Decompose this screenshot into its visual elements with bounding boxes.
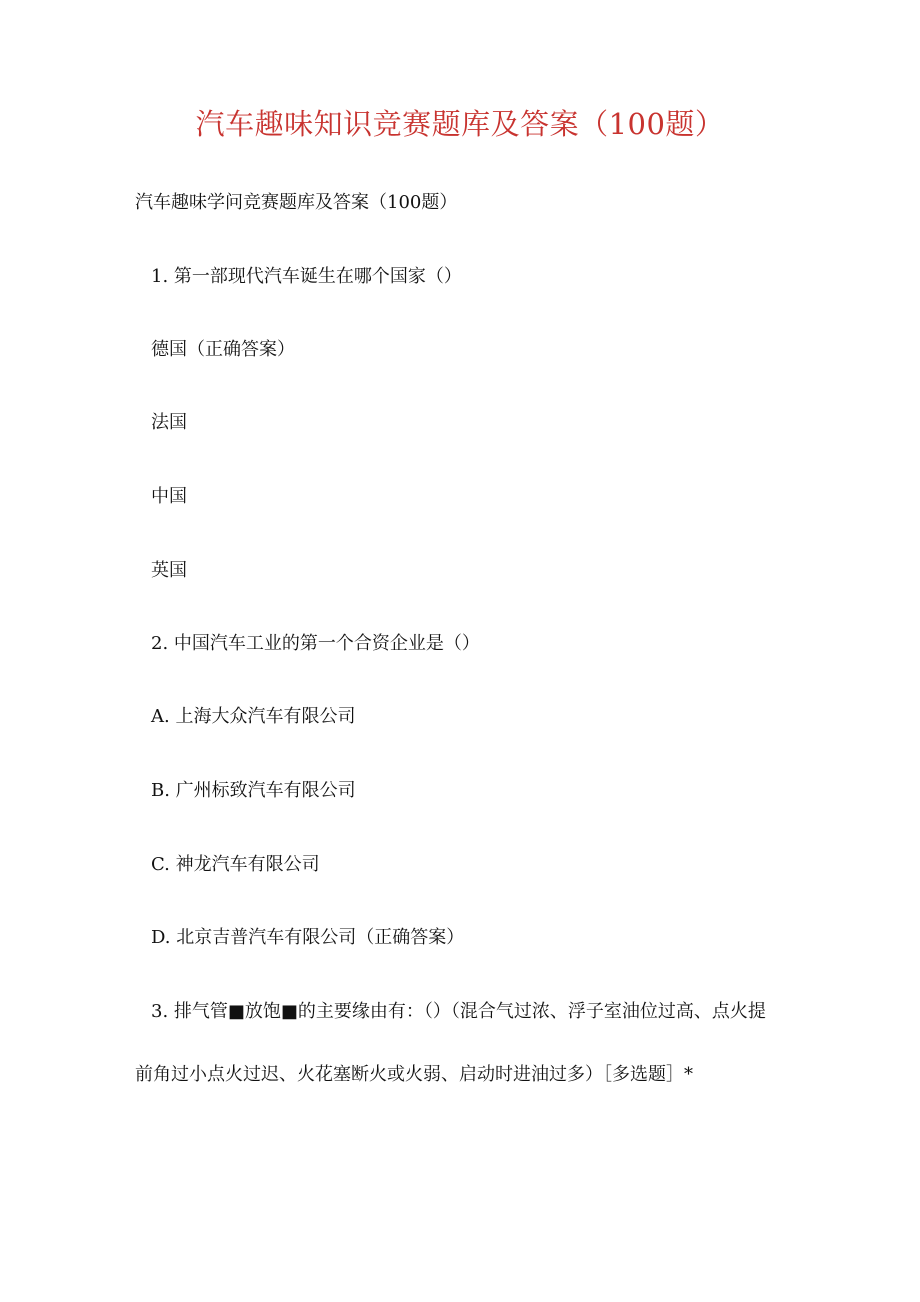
question-1-option: 英国 xyxy=(151,560,187,581)
document-title: 汽车趣味知识竞赛题库及答案（100题） xyxy=(195,107,725,141)
question-3-stem-continuation: 前角过小点火过迟、火花塞断火或火弱、启动时进油过多）［多选题］* xyxy=(135,1064,693,1085)
question-2-option: A. 上海大众汽车有限公司 xyxy=(151,706,356,727)
question-1-option: 德国（正确答案） xyxy=(151,339,295,360)
question-3-stem-wrap xyxy=(135,999,785,1025)
question-2-stem: 2. 中国汽车工业的第一个合资企业是（） xyxy=(151,633,480,654)
question-2-option: B. 广州标致汽车有限公司 xyxy=(151,780,356,801)
question-1-option: 中国 xyxy=(151,486,187,507)
question-1-option: 法国 xyxy=(151,412,187,433)
document-subtitle: 汽车趣味学问竞赛题库及答案（100题） xyxy=(135,192,458,213)
question-2-option: C. 神龙汽车有限公司 xyxy=(151,854,320,875)
question-3-stem: 3. 排气管■放饱■的主要缘由有：（）（混合气过浓、浮子室油位过高、点火提 xyxy=(151,1001,766,1022)
question-1-stem: 1. 第一部现代汽车诞生在哪个国家（） xyxy=(151,266,462,287)
question-2-option: D. 北京吉普汽车有限公司（正确答案） xyxy=(151,927,465,948)
